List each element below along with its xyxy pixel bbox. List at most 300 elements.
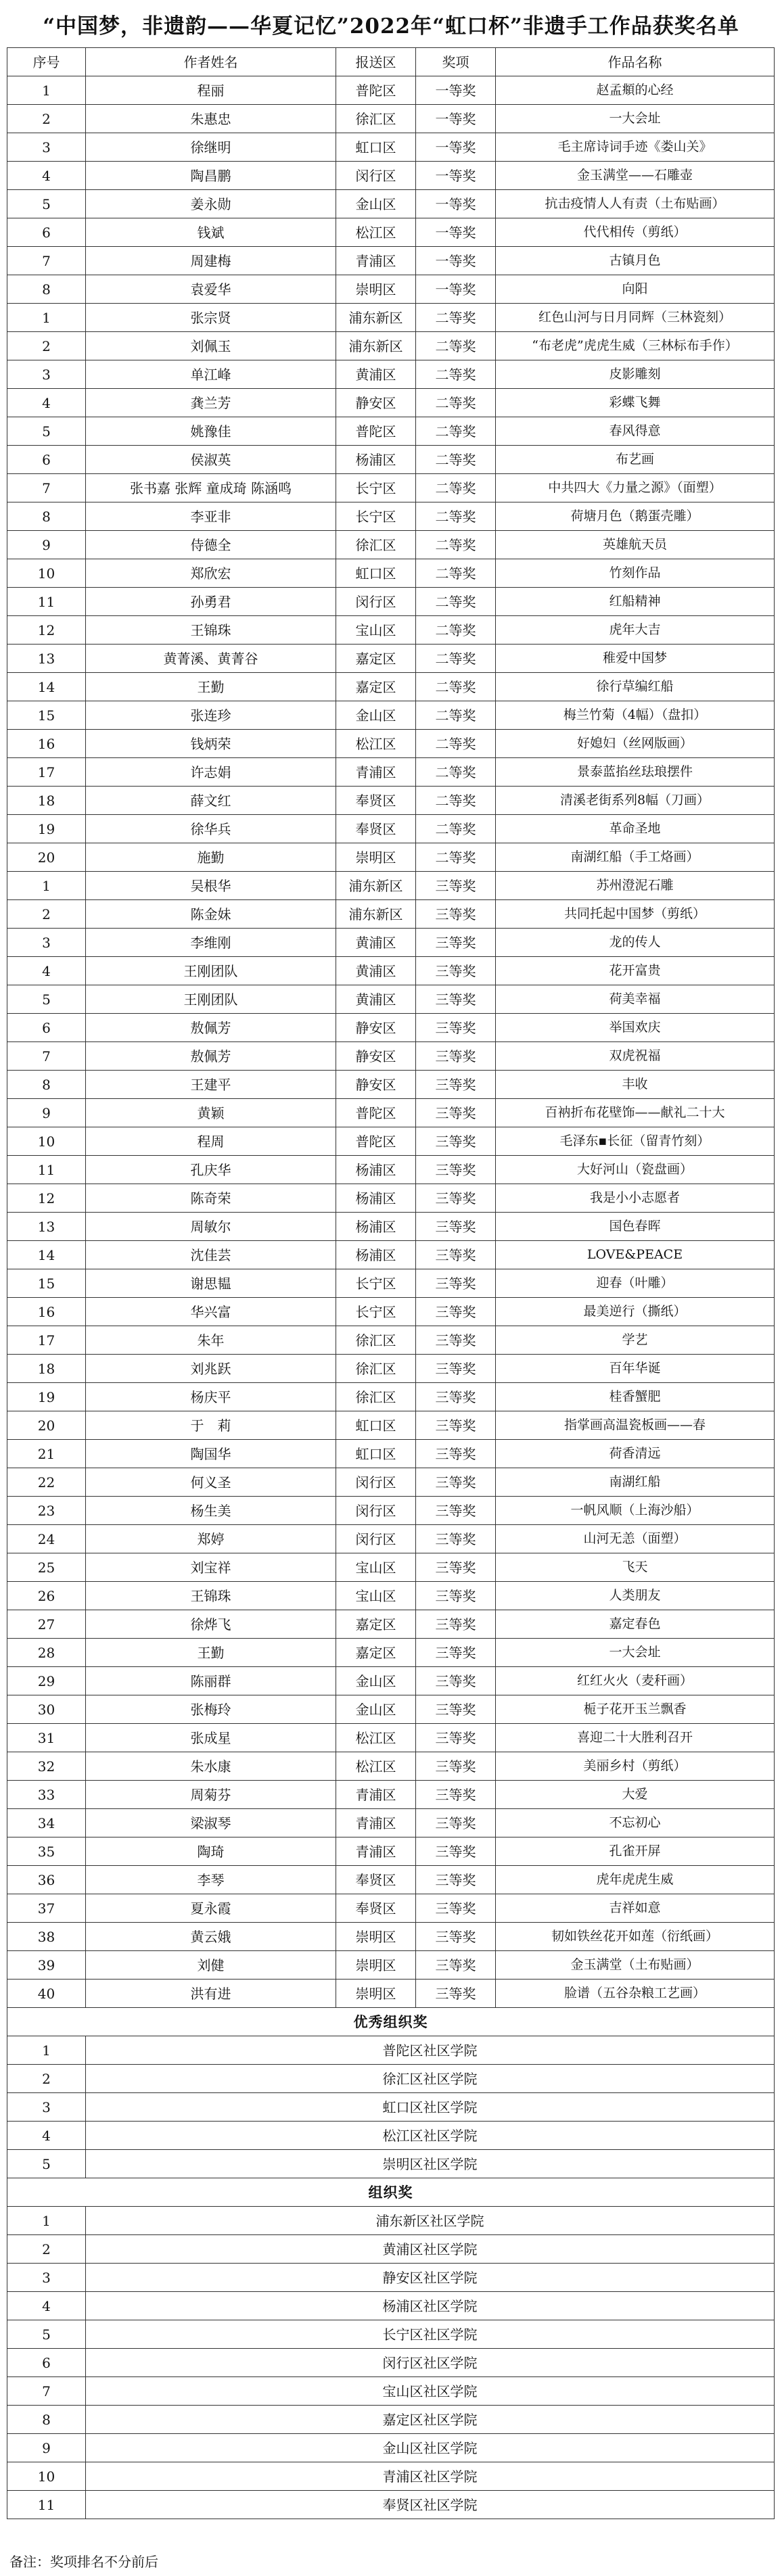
- table-row: [7, 1099, 775, 1127]
- table-row: [7, 872, 775, 900]
- work-cell: 山河无恙（面塑）: [496, 1525, 775, 1553]
- institution-cell: 松江区社区学院: [86, 2122, 775, 2150]
- author-cell: 郑欣宏: [86, 559, 336, 588]
- district-cell: 宝山区: [336, 1553, 416, 1582]
- work-cell: 毛主席诗词手迹《娄山关》: [496, 133, 775, 162]
- table-row: [7, 1752, 775, 1781]
- work-cell: 虎年虎虎生威: [496, 1866, 775, 1894]
- table-row: [7, 2065, 775, 2093]
- work-cell: 百衲折布花壁饰——献礼二十大: [496, 1099, 775, 1127]
- work-cell: 韧如铁丝花开如莲（衍纸画）: [496, 1923, 775, 1951]
- district-cell: 虹口区: [336, 559, 416, 588]
- district-cell: 徐汇区: [336, 105, 416, 133]
- table-row: [7, 1781, 775, 1809]
- author-cell: 黄云娥: [86, 1923, 336, 1951]
- author-cell: 刘宝祥: [86, 1553, 336, 1582]
- award-cell: 三等奖: [416, 1184, 496, 1213]
- index-cell: 2: [7, 2235, 86, 2264]
- index-cell: 5: [7, 985, 86, 1014]
- work-cell: 好媳妇（丝网版画）: [496, 730, 775, 758]
- award-cell: 三等奖: [416, 1241, 496, 1269]
- index-cell: 5: [7, 190, 86, 218]
- district-cell: 普陀区: [336, 417, 416, 446]
- award-cell: 二等奖: [416, 446, 496, 474]
- author-cell: 黄菁溪、黄菁谷: [86, 645, 336, 673]
- author-cell: 王刚团队: [86, 957, 336, 985]
- work-cell: 指掌画高温瓷板画——春: [496, 1411, 775, 1440]
- award-cell: 三等奖: [416, 1553, 496, 1582]
- award-cell: 三等奖: [416, 1781, 496, 1809]
- table-row: [7, 332, 775, 360]
- table-row: [7, 1014, 775, 1042]
- index-cell: 8: [7, 1071, 86, 1099]
- district-cell: 嘉定区: [336, 1639, 416, 1667]
- table-row: [7, 474, 775, 502]
- index-cell: 2: [7, 900, 86, 929]
- district-cell: 杨浦区: [336, 1241, 416, 1269]
- district-cell: 徐汇区: [336, 1355, 416, 1383]
- district-cell: 闵行区: [336, 588, 416, 616]
- table-row: [7, 1383, 775, 1411]
- award-cell: 二等奖: [416, 502, 496, 531]
- work-cell: 双虎祝福: [496, 1042, 775, 1071]
- index-cell: 1: [7, 872, 86, 900]
- header-cell-award: 奖项: [416, 48, 496, 76]
- district-cell: 杨浦区: [336, 1213, 416, 1241]
- author-cell: 陈金妹: [86, 900, 336, 929]
- institution-cell: 宝山区社区学院: [86, 2377, 775, 2406]
- index-cell: 1: [7, 304, 86, 332]
- author-cell: 钱炳荣: [86, 730, 336, 758]
- award-cell: 二等奖: [416, 730, 496, 758]
- institution-cell: 长宁区社区学院: [86, 2320, 775, 2349]
- award-cell: 三等奖: [416, 1923, 496, 1951]
- author-cell: 华兴富: [86, 1298, 336, 1326]
- work-cell: 皮影雕刻: [496, 360, 775, 389]
- author-cell: 张书嘉 张辉 童成琦 陈涵鸣: [86, 474, 336, 502]
- author-cell: 姚豫佳: [86, 417, 336, 446]
- institution-cell: 杨浦区社区学院: [86, 2292, 775, 2320]
- table-row: [7, 2462, 775, 2491]
- table-row: [7, 929, 775, 957]
- index-cell: 37: [7, 1894, 86, 1923]
- author-cell: 王勤: [86, 673, 336, 701]
- work-cell: 红色山河与日月同辉（三林瓷刻）: [496, 304, 775, 332]
- work-cell: 苏州澄泥石雕: [496, 872, 775, 900]
- district-cell: 静安区: [336, 1014, 416, 1042]
- author-cell: 周建梅: [86, 247, 336, 275]
- work-cell: 丰收: [496, 1071, 775, 1099]
- table-row: [7, 2264, 775, 2292]
- table-row: [7, 701, 775, 730]
- work-cell: 荷塘月色（鹅蛋壳雕）: [496, 502, 775, 531]
- work-cell: 龙的传人: [496, 929, 775, 957]
- table-row: [7, 1866, 775, 1894]
- index-cell: 3: [7, 133, 86, 162]
- author-cell: 姜永勋: [86, 190, 336, 218]
- district-cell: 青浦区: [336, 1809, 416, 1837]
- work-cell: 迎春（叶雕）: [496, 1269, 775, 1298]
- table-row: [7, 758, 775, 787]
- district-cell: 闵行区: [336, 1525, 416, 1553]
- index-cell: 2: [7, 2065, 86, 2093]
- index-cell: 7: [7, 1042, 86, 1071]
- award-cell: 二等奖: [416, 673, 496, 701]
- work-cell: 我是小小志愿者: [496, 1184, 775, 1213]
- index-cell: 17: [7, 758, 86, 787]
- district-cell: 松江区: [336, 1752, 416, 1781]
- table-row: [7, 76, 775, 105]
- author-cell: 王锦珠: [86, 1582, 336, 1610]
- district-cell: 金山区: [336, 1695, 416, 1724]
- district-cell: 金山区: [336, 701, 416, 730]
- author-cell: 沈佳芸: [86, 1241, 336, 1269]
- table-row: [7, 957, 775, 985]
- table-row: [7, 1923, 775, 1951]
- award-cell: 一等奖: [416, 76, 496, 105]
- district-cell: 崇明区: [336, 275, 416, 304]
- table-row: [7, 1951, 775, 1980]
- institution-cell: 徐汇区社区学院: [86, 2065, 775, 2093]
- author-cell: 李亚非: [86, 502, 336, 531]
- index-cell: 6: [7, 218, 86, 247]
- institution-cell: 青浦区社区学院: [86, 2462, 775, 2491]
- table-row: [7, 502, 775, 531]
- award-cell: 三等奖: [416, 1156, 496, 1184]
- district-cell: 青浦区: [336, 1781, 416, 1809]
- index-cell: 17: [7, 1326, 86, 1355]
- district-cell: 闵行区: [336, 162, 416, 190]
- award-cell: 三等奖: [416, 985, 496, 1014]
- work-cell: 荷美幸福: [496, 985, 775, 1014]
- institution-cell: 浦东新区社区学院: [86, 2207, 775, 2235]
- table-row: [7, 1695, 775, 1724]
- table-row: [7, 389, 775, 417]
- table-row: [7, 105, 775, 133]
- index-cell: 14: [7, 1241, 86, 1269]
- table-row: [7, 2434, 775, 2462]
- district-cell: 杨浦区: [336, 446, 416, 474]
- index-cell: 9: [7, 2434, 86, 2462]
- author-cell: 朱水康: [86, 1752, 336, 1781]
- award-cell: 三等奖: [416, 1042, 496, 1071]
- author-cell: 薛文红: [86, 787, 336, 815]
- table-row: [7, 247, 775, 275]
- table-row: [7, 985, 775, 1014]
- header-cell-district: 报送区: [336, 48, 416, 76]
- index-cell: 40: [7, 1980, 86, 2008]
- index-cell: 4: [7, 957, 86, 985]
- excellent-org-award-heading: 优秀组织奖: [7, 2008, 775, 2036]
- work-cell: 国色春晖: [496, 1213, 775, 1241]
- award-cell: 一等奖: [416, 218, 496, 247]
- award-cell: 二等奖: [416, 787, 496, 815]
- author-cell: 侍德全: [86, 531, 336, 559]
- author-cell: 敖佩芳: [86, 1014, 336, 1042]
- table-row: [7, 1127, 775, 1156]
- table-row: [7, 1497, 775, 1525]
- award-cell: 三等奖: [416, 1298, 496, 1326]
- index-cell: 34: [7, 1809, 86, 1837]
- index-cell: 10: [7, 559, 86, 588]
- index-cell: 3: [7, 360, 86, 389]
- district-cell: 浦东新区: [336, 304, 416, 332]
- author-cell: 吴根华: [86, 872, 336, 900]
- index-cell: 14: [7, 673, 86, 701]
- author-cell: 陶琦: [86, 1837, 336, 1866]
- work-cell: 孔雀开屏: [496, 1837, 775, 1866]
- work-cell: LOVE&PEACE: [496, 1241, 775, 1269]
- table-row: [7, 275, 775, 304]
- award-cell: 二等奖: [416, 389, 496, 417]
- author-cell: 李琴: [86, 1866, 336, 1894]
- author-cell: 周菊芬: [86, 1781, 336, 1809]
- index-cell: 32: [7, 1752, 86, 1781]
- author-cell: 张连珍: [86, 701, 336, 730]
- district-cell: 青浦区: [336, 758, 416, 787]
- excellent-org-award-heading-row: [7, 2008, 775, 2036]
- district-cell: 闵行区: [336, 1468, 416, 1497]
- index-cell: 20: [7, 1411, 86, 1440]
- table-row: [7, 1440, 775, 1468]
- district-cell: 静安区: [336, 389, 416, 417]
- district-cell: 青浦区: [336, 1837, 416, 1866]
- award-cell: 三等奖: [416, 929, 496, 957]
- author-cell: 侯淑英: [86, 446, 336, 474]
- index-cell: 39: [7, 1951, 86, 1980]
- district-cell: 普陀区: [336, 1099, 416, 1127]
- index-cell: 4: [7, 162, 86, 190]
- author-cell: 刘健: [86, 1951, 336, 1980]
- index-cell: 35: [7, 1837, 86, 1866]
- award-cell: 二等奖: [416, 815, 496, 843]
- index-cell: 2: [7, 105, 86, 133]
- award-cell: 三等奖: [416, 1695, 496, 1724]
- award-table: [7, 47, 775, 2519]
- work-cell: 人类朋友: [496, 1582, 775, 1610]
- table-row: [7, 446, 775, 474]
- index-cell: 28: [7, 1639, 86, 1667]
- work-cell: 一帆风顺（上海沙船）: [496, 1497, 775, 1525]
- award-cell: 二等奖: [416, 588, 496, 616]
- district-cell: 崇明区: [336, 1923, 416, 1951]
- index-cell: 33: [7, 1781, 86, 1809]
- table-row: [7, 588, 775, 616]
- work-cell: 赵孟頫的心经: [496, 76, 775, 105]
- table-row: [7, 815, 775, 843]
- index-cell: 5: [7, 417, 86, 446]
- work-cell: 红红火火（麦秆画）: [496, 1667, 775, 1695]
- author-cell: 王建平: [86, 1071, 336, 1099]
- author-cell: 杨庆平: [86, 1383, 336, 1411]
- work-cell: 景泰蓝掐丝珐琅摆件: [496, 758, 775, 787]
- district-cell: 杨浦区: [336, 1156, 416, 1184]
- award-cell: 二等奖: [416, 417, 496, 446]
- work-cell: 红船精神: [496, 588, 775, 616]
- table-row: [7, 162, 775, 190]
- index-cell: 18: [7, 787, 86, 815]
- table-row: [7, 190, 775, 218]
- district-cell: 崇明区: [336, 843, 416, 872]
- award-cell: 三等奖: [416, 1411, 496, 1440]
- work-cell: 喜迎二十大胜利召开: [496, 1724, 775, 1752]
- district-cell: 青浦区: [336, 247, 416, 275]
- author-cell: 刘佩玉: [86, 332, 336, 360]
- author-cell: 李维刚: [86, 929, 336, 957]
- table-row: [7, 1639, 775, 1667]
- table-row: [7, 417, 775, 446]
- award-cell: 一等奖: [416, 190, 496, 218]
- table-row: [7, 2320, 775, 2349]
- award-cell: 二等奖: [416, 701, 496, 730]
- award-cell: 三等奖: [416, 1326, 496, 1355]
- award-cell: 三等奖: [416, 872, 496, 900]
- district-cell: 长宁区: [336, 474, 416, 502]
- district-cell: 静安区: [336, 1042, 416, 1071]
- author-cell: 王锦珠: [86, 616, 336, 645]
- institution-cell: 崇明区社区学院: [86, 2150, 775, 2178]
- work-cell: 一大会址: [496, 105, 775, 133]
- index-cell: 8: [7, 502, 86, 531]
- work-cell: 清溪老街系列8幅（刀画）: [496, 787, 775, 815]
- district-cell: 嘉定区: [336, 645, 416, 673]
- award-cell: 二等奖: [416, 332, 496, 360]
- author-cell: 朱惠忠: [86, 105, 336, 133]
- work-cell: 脸谱（五谷杂粮工艺画）: [496, 1980, 775, 2008]
- work-cell: 徐行草编红船: [496, 673, 775, 701]
- index-cell: 2: [7, 332, 86, 360]
- header-row: [7, 48, 775, 76]
- district-cell: 黄浦区: [336, 957, 416, 985]
- institution-cell: 黄浦区社区学院: [86, 2235, 775, 2264]
- work-cell: 布艺画: [496, 446, 775, 474]
- author-cell: 王勤: [86, 1639, 336, 1667]
- award-cell: 三等奖: [416, 1667, 496, 1695]
- work-cell: “布老虎”虎虎生威（三林标布手作）: [496, 332, 775, 360]
- work-cell: 稚爱中国梦: [496, 645, 775, 673]
- award-cell: 三等奖: [416, 1014, 496, 1042]
- institution-cell: 闵行区社区学院: [86, 2349, 775, 2377]
- work-cell: 飞天: [496, 1553, 775, 1582]
- work-cell: 中共四大《力量之源》（面塑）: [496, 474, 775, 502]
- author-cell: 张成星: [86, 1724, 336, 1752]
- work-cell: 春风得意: [496, 417, 775, 446]
- index-cell: 15: [7, 1269, 86, 1298]
- district-cell: 奉贤区: [336, 815, 416, 843]
- author-cell: 程周: [86, 1127, 336, 1156]
- award-cell: 二等奖: [416, 360, 496, 389]
- award-cell: 三等奖: [416, 1639, 496, 1667]
- table-row: [7, 2491, 775, 2519]
- table-row: [7, 787, 775, 815]
- author-cell: 夏永霞: [86, 1894, 336, 1923]
- table-row: [7, 1809, 775, 1837]
- author-cell: 陈丽群: [86, 1667, 336, 1695]
- table-row: [7, 218, 775, 247]
- index-cell: 11: [7, 588, 86, 616]
- author-cell: 张宗贤: [86, 304, 336, 332]
- index-cell: 12: [7, 616, 86, 645]
- table-row: [7, 1468, 775, 1497]
- author-cell: 单江峰: [86, 360, 336, 389]
- district-cell: 宝山区: [336, 616, 416, 645]
- award-cell: 三等奖: [416, 1752, 496, 1781]
- district-cell: 浦东新区: [336, 900, 416, 929]
- award-cell: 二等奖: [416, 559, 496, 588]
- author-cell: 孙勇君: [86, 588, 336, 616]
- work-cell: 最美逆行（撕纸）: [496, 1298, 775, 1326]
- table-row: [7, 1298, 775, 1326]
- index-cell: 3: [7, 2264, 86, 2292]
- table-row: [7, 1837, 775, 1866]
- district-cell: 宝山区: [336, 1582, 416, 1610]
- index-cell: 11: [7, 1156, 86, 1184]
- author-cell: 程丽: [86, 76, 336, 105]
- index-cell: 19: [7, 815, 86, 843]
- index-cell: 6: [7, 446, 86, 474]
- author-cell: 周敏尔: [86, 1213, 336, 1241]
- award-cell: 三等奖: [416, 1610, 496, 1639]
- table-row: [7, 1553, 775, 1582]
- institution-cell: 普陀区社区学院: [86, 2036, 775, 2065]
- award-cell: 三等奖: [416, 1440, 496, 1468]
- table-row: [7, 2349, 775, 2377]
- district-cell: 松江区: [336, 1724, 416, 1752]
- work-cell: 南湖红船: [496, 1468, 775, 1497]
- index-cell: 38: [7, 1923, 86, 1951]
- work-cell: 古镇月色: [496, 247, 775, 275]
- award-cell: 一等奖: [416, 275, 496, 304]
- index-cell: 4: [7, 2122, 86, 2150]
- table-row: [7, 1724, 775, 1752]
- award-cell: 三等奖: [416, 1809, 496, 1837]
- index-cell: 1: [7, 2036, 86, 2065]
- work-cell: 嘉定春色: [496, 1610, 775, 1639]
- author-cell: 杨生美: [86, 1497, 336, 1525]
- index-cell: 9: [7, 1099, 86, 1127]
- index-cell: 6: [7, 2349, 86, 2377]
- table-row: [7, 645, 775, 673]
- table-row: [7, 360, 775, 389]
- work-cell: 美丽乡村（剪纸）: [496, 1752, 775, 1781]
- award-cell: 三等奖: [416, 1213, 496, 1241]
- district-cell: 黄浦区: [336, 929, 416, 957]
- document-title: “中国梦，非遗韵——华夏记忆”2022年“虹口杯”非遗手工作品获奖名单: [43, 14, 739, 39]
- index-cell: 1: [7, 76, 86, 105]
- author-cell: 敖佩芳: [86, 1042, 336, 1071]
- district-cell: 徐汇区: [336, 1326, 416, 1355]
- org-award-heading: 组织奖: [7, 2178, 775, 2207]
- table-row: [7, 730, 775, 758]
- award-cell: 二等奖: [416, 304, 496, 332]
- work-cell: 金玉满堂（土布贴画）: [496, 1951, 775, 1980]
- index-cell: 8: [7, 2406, 86, 2434]
- district-cell: 长宁区: [336, 1298, 416, 1326]
- index-cell: 15: [7, 701, 86, 730]
- header-cell-author: 作者姓名: [86, 48, 336, 76]
- award-cell: 三等奖: [416, 1525, 496, 1553]
- award-cell: 三等奖: [416, 957, 496, 985]
- author-cell: 郑婷: [86, 1525, 336, 1553]
- table-row: [7, 616, 775, 645]
- work-cell: 大好河山（瓷盘画）: [496, 1156, 775, 1184]
- work-cell: 桂香蟹肥: [496, 1383, 775, 1411]
- work-cell: 共同托起中国梦（剪纸）: [496, 900, 775, 929]
- index-cell: 9: [7, 531, 86, 559]
- work-cell: 虎年大吉: [496, 616, 775, 645]
- table-row: [7, 1071, 775, 1099]
- author-cell: 王刚团队: [86, 985, 336, 1014]
